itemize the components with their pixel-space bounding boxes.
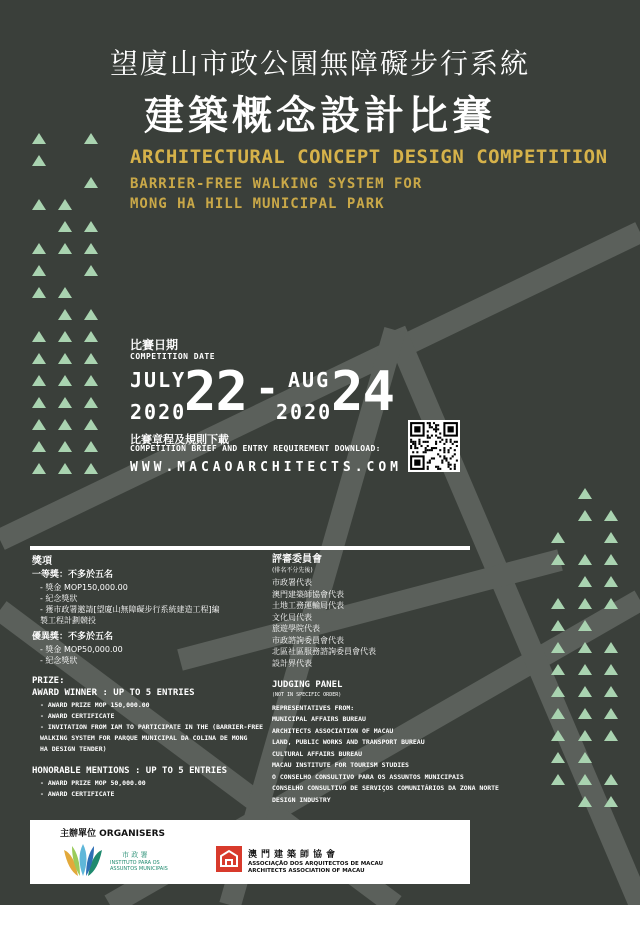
- triangle-shape: [32, 265, 46, 276]
- iam-name-pt: [110, 860, 168, 872]
- download-label-en: COMPETITION BRIEF AND ENTRY REQUIREMENT DOWNLOAD:: [130, 444, 381, 453]
- list-item: MACAU INSTITUTE FOR TOURISM STUDIES: [272, 761, 409, 769]
- competition-date-label-zh: 比賽日期: [130, 338, 179, 352]
- list-item: - AWARD PRIZE MOP 50,000.00: [40, 779, 146, 787]
- triangle-shape: [84, 375, 98, 386]
- list-item: - 獲市政署邀請[望廈山無障礙步行系統建造工程]編: [40, 605, 220, 614]
- list-item: 旅遊學院代表: [272, 624, 320, 633]
- triangle-shape: [84, 265, 98, 276]
- list-item: 市政諮詢委員會代表: [272, 635, 344, 645]
- list-item: - AWARD CERTIFICATE: [40, 790, 115, 798]
- organisers-label: 主辦單位 ORGANISERS: [60, 829, 165, 839]
- triangle-shape: [58, 199, 72, 210]
- triangle-shape: [551, 774, 565, 785]
- start-year: 2020: [130, 400, 187, 424]
- triangle-shape: [32, 353, 46, 364]
- judging-note-en: (NOT IN SPECIFIC ORDER): [272, 692, 342, 698]
- list-item: - 獎金 MOP150,000.00: [40, 583, 128, 592]
- download-label-zh: 比賽章程及規則下載: [130, 433, 229, 446]
- end-month: AUG: [288, 368, 331, 392]
- triangle-shape: [58, 221, 72, 232]
- triangle-shape: [604, 796, 618, 807]
- honor-heading-zh: 優異獎：不多於五名: [32, 632, 114, 642]
- triangle-shape: [58, 375, 72, 386]
- triangle-shape: [32, 287, 46, 298]
- end-day: 24: [331, 360, 395, 423]
- judging-heading-en: JUDGING PANEL: [272, 680, 343, 690]
- triangle-shape: [604, 774, 618, 785]
- aam-name-en: ARCHITECTS ASSOCIATION OF MACAU: [248, 868, 365, 874]
- end-year: 2020: [276, 400, 333, 424]
- triangle-shape: [32, 463, 46, 474]
- triangle-shape: [84, 441, 98, 452]
- triangle-shape: [551, 620, 565, 631]
- list-item: 設計界代表: [272, 658, 312, 668]
- triangle-shape: [551, 730, 565, 741]
- triangle-shape: [578, 708, 592, 719]
- triangle-shape: [578, 664, 592, 675]
- triangle-shape: [58, 331, 72, 342]
- triangle-shape: [32, 375, 46, 386]
- triangle-shape: [578, 796, 592, 807]
- list-item: O CONSELHO CONSULTIVO PARA OS ASSUNTOS MUNICIPAIS: [272, 772, 464, 781]
- triangle-shape: [578, 620, 592, 631]
- triangle-shape: [551, 554, 565, 565]
- triangle-shape: [604, 642, 618, 653]
- triangle-shape: [604, 686, 618, 697]
- triangle-shape: [84, 419, 98, 430]
- triangle-shape: [578, 554, 592, 565]
- triangle-shape: [604, 576, 618, 587]
- award-heading-zh: 一等獎：不多於五名: [32, 570, 114, 580]
- triangle-shape: [551, 642, 565, 653]
- list-item: 文化局代表: [272, 612, 312, 622]
- website-link[interactable]: WWW.MACAOARCHITECTS.COM: [130, 460, 403, 475]
- triangle-shape: [58, 441, 72, 452]
- list-item: MUNICIPAL AFFAIRS BUREAU: [272, 715, 366, 723]
- triangle-shape: [578, 774, 592, 785]
- triangle-shape: [604, 554, 618, 565]
- triangle-shape: [58, 243, 72, 254]
- triangle-shape: [604, 664, 618, 675]
- judging-note-zh: (排名不分先後): [272, 567, 313, 574]
- triangle-shape: [578, 730, 592, 741]
- triangle-shape: [84, 397, 98, 408]
- triangle-shape: [578, 752, 592, 763]
- triangle-shape: [32, 199, 46, 210]
- subtitle-english-line1: BARRIER-FREE WALKING SYSTEM FOR: [130, 176, 423, 192]
- triangle-shape: [604, 510, 618, 521]
- triangle-shape: [578, 598, 592, 609]
- triangle-shape: [604, 730, 618, 741]
- triangle-shape: [58, 287, 72, 298]
- iam-logo-icon: [60, 840, 106, 880]
- title-chinese-line1: 望廈山市政公園無障礙步行系統: [109, 47, 530, 80]
- aam-name-pt: ASSOCIAÇÃO DOS ARQUITECTOS DE MACAU: [248, 861, 384, 867]
- triangle-shape: [578, 488, 592, 499]
- triangle-shape: [32, 331, 46, 342]
- triangle-shape: [604, 598, 618, 609]
- triangle-shape: [578, 576, 592, 587]
- triangle-shape: [58, 463, 72, 474]
- start-day: 22: [184, 360, 248, 423]
- triangle-shape: [551, 532, 565, 543]
- list-item: - AWARD CERTIFICATE: [40, 712, 115, 720]
- prize-heading-zh: 獎項: [32, 556, 52, 567]
- qr-code-icon[interactable]: [408, 420, 460, 472]
- triangle-shape: [84, 177, 98, 188]
- triangle-shape: [58, 397, 72, 408]
- iam-name-pt-line1: INSTITUTO PARA OS: [110, 860, 160, 866]
- competition-date-label-en: COMPETITION DATE: [130, 352, 216, 361]
- iam-name-pt-line2: ASSUNTOS MUNICIPAIS: [110, 866, 168, 872]
- triangle-shape: [58, 353, 72, 364]
- triangle-shape: [84, 331, 98, 342]
- triangle-shape: [32, 397, 46, 408]
- triangle-shape: [84, 221, 98, 232]
- iam-name-zh: 市 政 署: [122, 851, 148, 859]
- list-item: HA DESIGN TENDER): [40, 745, 107, 753]
- triangle-shape: [84, 463, 98, 474]
- triangle-shape: [32, 155, 46, 166]
- triangle-shape: [32, 243, 46, 254]
- start-month: JULY: [130, 368, 187, 392]
- title-english: ARCHITECTURAL CONCEPT DESIGN COMPETITION: [130, 146, 608, 168]
- triangle-shape: [84, 309, 98, 320]
- triangle-shape: [604, 532, 618, 543]
- list-item: ARCHITECTS ASSOCIATION OF MACAU: [272, 726, 394, 735]
- triangle-shape: [604, 708, 618, 719]
- date-separator: -: [255, 366, 280, 412]
- triangle-shape: [551, 686, 565, 697]
- list-item: LAND, PUBLIC WORKS AND TRANSPORT BUREAU: [272, 738, 425, 746]
- list-item: DESIGN INDUSTRY: [272, 795, 331, 804]
- list-item: - AWARD PRIZE MOP 150,000.00: [40, 701, 150, 709]
- organisers-footer: [30, 820, 470, 884]
- title-chinese-line2: 建築概念設計比賽: [144, 93, 496, 139]
- triangle-shape: [84, 353, 98, 364]
- list-item: WALKING SYSTEM FOR PARQUE MUNICIPAL DA COLINA DE MONG: [40, 734, 248, 742]
- aam-logo-icon: [216, 846, 242, 872]
- triangle-shape: [32, 419, 46, 430]
- triangle-shape: [551, 664, 565, 675]
- award-heading-en: AWARD WINNER : UP TO 5 ENTRIES: [32, 688, 195, 698]
- list-item: 澳門建築師協會代表: [272, 589, 344, 599]
- judging-heading-zh: 評審委員會: [272, 554, 322, 565]
- list-item: 北區社區服務諮詢委員會代表: [272, 647, 376, 656]
- triangle-shape: [32, 441, 46, 452]
- triangle-shape: [58, 309, 72, 320]
- triangle-shape: [58, 419, 72, 430]
- section-divider: [30, 546, 470, 550]
- list-item: - 紀念獎狀: [40, 594, 78, 603]
- triangle-shape: [578, 686, 592, 697]
- triangle-shape: [84, 243, 98, 254]
- list-item: - INVITATION FROM IAM TO PARTICIPATE IN THE (BARRIER-FREE: [40, 723, 264, 731]
- list-item: 製工程計劃競投: [40, 616, 96, 625]
- list-item: - 獎金 MOP50,000.00: [40, 645, 123, 654]
- triangle-shape: [551, 708, 565, 719]
- list-item: CULTURAL AFFAIRS BUREAU: [272, 749, 363, 758]
- judging-reps-label: REPRESENTATIVES FROM:: [272, 704, 355, 712]
- prize-heading-en: PRIZE:: [32, 676, 65, 686]
- triangle-shape: [578, 510, 592, 521]
- subtitle-english-line2: MONG HA HILL MUNICIPAL PARK: [130, 196, 385, 212]
- list-item: - 紀念獎狀: [40, 656, 78, 665]
- triangle-shape: [578, 642, 592, 653]
- aam-name-zh: 澳門建築師協會: [248, 850, 340, 860]
- list-item: CONSELHO CONSULTIVO DE SERVIÇOS COMUNITÁRIOS DA ZONA NORTE: [272, 784, 499, 792]
- list-item: 土地工務運輸局代表: [272, 601, 344, 610]
- triangle-shape: [551, 752, 565, 763]
- triangle-shape: [551, 598, 565, 609]
- honor-heading-en: HONORABLE MENTIONS : UP TO 5 ENTRIES: [32, 766, 228, 776]
- list-item: 市政署代表: [272, 578, 312, 587]
